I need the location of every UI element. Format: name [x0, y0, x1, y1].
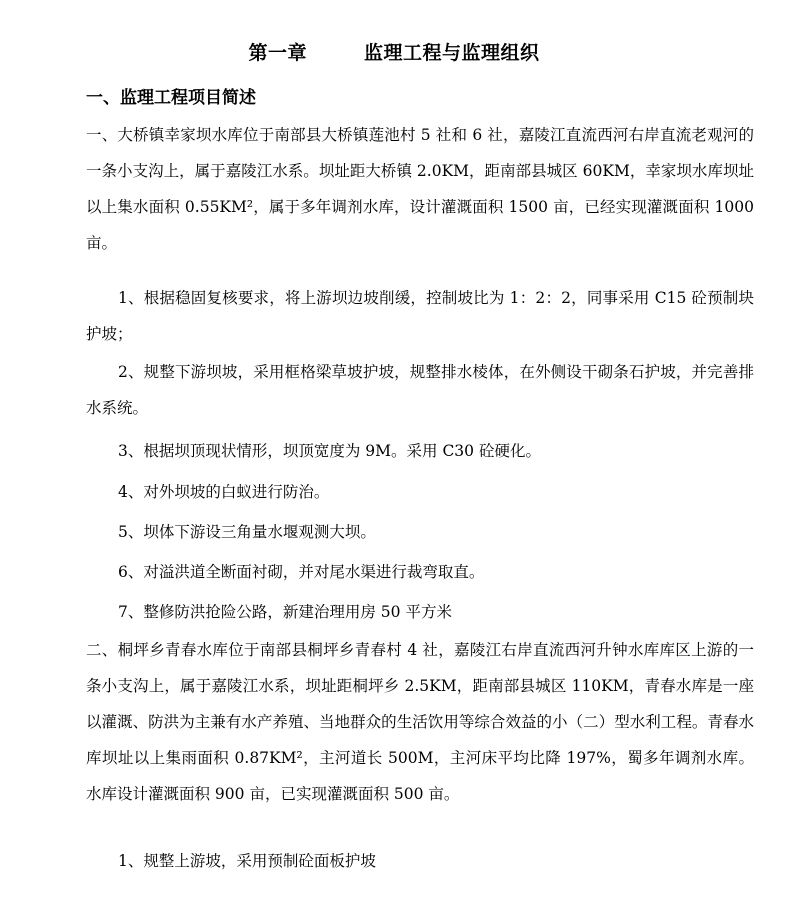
- paragraph-item-1: 1、根据稳固复核要求，将上游坝边坡削缓，控制坡比为 1：2：2，同事采用 C15 砼预制块护坡；: [86, 289, 754, 343]
- paragraph-item-6: 6、对溢洪道全断面衬砌，并对尾水渠进行裁弯取直。: [118, 563, 485, 581]
- paragraph-item-7: 7、整修防洪抢险公路，新建治理用房 50 平方米: [118, 603, 452, 621]
- paragraph-dam-2-overview: 二、桐坪乡青春水库位于南部县桐坪乡青春村 4 社，嘉陵江右岸直流西河升钟水库库区上游的一条小支沟上，属于嘉陵江水系，坝址距桐坪乡 2.5KM，距南部县城区 110KM，青春水库是一座以灌溉、防洪为主兼有水产养殖、当地群众的生活饮用等综合效益的小（二）型水利工程。青春水库坝址以上集雨面积 0.87KM²，主河道长 500M，主河床平均比降 197%，蜀多年调剂水库。水库设计灌溉面积 900 亩，已实现灌溉面积 500 亩。: [86, 641, 754, 803]
- chapter-title: 第一章 监理工程与监理组织: [248, 42, 540, 64]
- paragraph-item-5: 5、坝体下游设三角量水堰观测大坝。: [118, 523, 376, 541]
- paragraph-item-3: 3、根据坝顶现状情形，坝顶宽度为 9M。采用 C30 砼硬化。: [118, 442, 541, 460]
- paragraph-item-2: 2、规整下游坝坡，采用框格梁草坡护坡，规整排水棱体，在外侧设干砌条石护坡，并完善排水系统。: [86, 363, 754, 417]
- section-heading: 一、监理工程项目简述: [86, 88, 256, 108]
- paragraph-dam-1-overview: 一、大桥镇幸家坝水库位于南部县大桥镇莲池村 5 社和 6 社，嘉陵江直流西河右岸直流老观河的一条小支沟上，属于嘉陵江水系。坝址距大桥镇 2.0KM，距南部县城区 60KM，幸家坝水库坝址以上集水面积 0.55KM²，属于多年调剂水库，设计灌溉面积 1500 亩，已经实现灌溉面积 1000 亩。: [86, 126, 754, 252]
- paragraph-dam-2-item-1: 1、规整上游坡，采用预制砼面板护坡: [118, 852, 376, 870]
- paragraph-item-4: 4、对外坝坡的白蚁进行防治。: [118, 483, 330, 501]
